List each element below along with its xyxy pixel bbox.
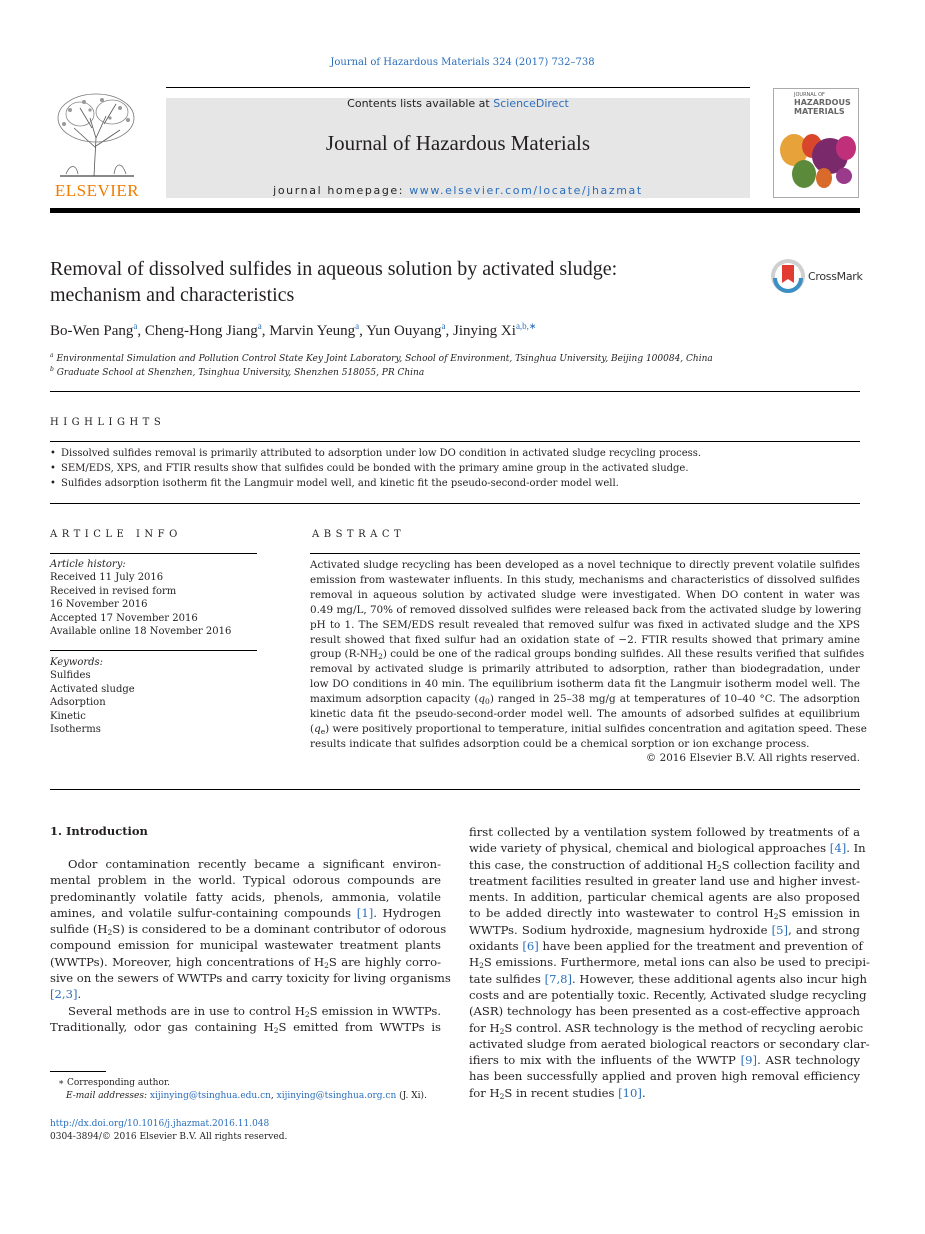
- body-line: costs and are potentially toxic. Recently, Activated sludge recycling: [469, 987, 867, 1002]
- body-line: amines, and volatile sulfur-containing compounds [1]. Hydrogen: [50, 905, 441, 920]
- article-info-rule: [50, 553, 257, 554]
- body-line: for $H_2S$ in recent studies [10].: [469, 1085, 646, 1101]
- abstract-line: maximum adsorption capacity $(q_0)$ ranged in 25–38 mg/g at temperatures of 10–40 °C. The adsorption: [310, 693, 860, 707]
- journal-title: Journal of Hazardous Materials: [325, 131, 591, 155]
- body-line: first collected by a ventilation system followed by treatments of a: [469, 825, 860, 839]
- affiliation-mark: a: [50, 352, 54, 359]
- abstract-line: results indicate that sulfides adsorption could be a chemical sorption or ion exchange process.: [310, 737, 810, 750]
- author-affiliation-mark[interactable]: a: [441, 321, 446, 331]
- journal-reference[interactable]: Journal of Hazardous Materials 324 (2017) 732–738: [330, 57, 595, 68]
- abstract-line: 0.49 mg/L, 70% of removed dissolved sulfides were released back from the activated sludge by lowering: [310, 603, 862, 616]
- body-line: $H_2S$ emissions. Furthermore, metal ions can also be used to precipi-: [469, 955, 870, 971]
- body-line: [2,3].: [50, 987, 82, 1002]
- journal-homepage: [166, 184, 750, 197]
- cover-subtitle: JOURNAL OF: [794, 92, 825, 98]
- author-4[interactable]: [366, 323, 445, 339]
- author-name: Bo-Wen Pang: [50, 323, 134, 339]
- abstract-line: kinetic data fit the pseudo-second-order model well. The amounts of adsorbed sulfides at equilibrium: [310, 708, 860, 721]
- body-line: oxidants [6] have been applied for the treatment and prevention of: [469, 939, 863, 954]
- author-affiliation-mark[interactable]: a: [355, 321, 360, 331]
- history-label: Article history:: [50, 559, 126, 570]
- body-line: wide variety of physical, chemical and biological approaches [4]. In: [469, 841, 866, 856]
- body-line: activated sludge from aerated biological reactors or secondary clar-: [469, 1036, 870, 1051]
- author-1[interactable]: [50, 323, 137, 339]
- author-2[interactable]: [145, 323, 262, 339]
- sciencedirect-link[interactable]: ScienceDirect: [493, 97, 569, 110]
- issn-copyright: 0304-3894/© 2016 Elsevier B.V. All rights reserved.: [50, 1132, 288, 1142]
- affiliation-a: [50, 352, 850, 364]
- author-3[interactable]: [269, 323, 359, 339]
- affiliation-text: Graduate School at Shenzhen, Tsinghua University, Shenzhen 518055, PR China: [56, 368, 425, 378]
- email-suffix: (J. Xi).: [396, 1091, 427, 1101]
- abstract-rule: [310, 553, 860, 554]
- elsevier-wordmark: ELSEVIER: [54, 181, 140, 200]
- email-link-1[interactable]: xijinying@tsinghua.edu.cn: [149, 1091, 271, 1101]
- introduction-right-column: [469, 824, 870, 1101]
- article-info-heading: ARTICLE INFO: [50, 529, 182, 540]
- keyword: Isotherms: [50, 724, 101, 736]
- author-name: Yun Ouyang: [366, 323, 442, 339]
- body-line: for $H_2S$ control. ASR technology is the method of recycling aerobic: [469, 1020, 864, 1036]
- highlight-item: • Dissolved sulfides removal is primarily attributed to adsorption under low DO condition in activated sludge recycling process.: [50, 446, 860, 461]
- section-rule: [50, 503, 860, 504]
- author-5[interactable]: [453, 323, 536, 339]
- masthead-thick-rule: [50, 208, 860, 213]
- corresponding-author-note: ∗ Corresponding author.: [58, 1078, 171, 1088]
- history-entry: 16 November 2016: [50, 599, 148, 611]
- email-label: E-mail addresses:: [66, 1091, 150, 1101]
- author-name: Marvin Yeung: [269, 323, 356, 339]
- body-line: (ASR) technology has been presented as a cost-effective approach: [469, 1004, 860, 1019]
- body-line: to be added directly into wastewater to control $H_2S$ emission in: [469, 906, 860, 922]
- body-line: Several methods are in use to control $H_2S$ emission in WWTPs.: [68, 1003, 441, 1019]
- article-title-line-2: mechanism and characteristics: [50, 284, 295, 306]
- highlights-heading: HIGHLIGHTS: [50, 417, 166, 428]
- body-line: Odor contamination recently became a significant environ-: [68, 857, 441, 871]
- email-separator: ,: [270, 1091, 277, 1101]
- abstract-line: group $(R-NH_2)$ could be one of the radical groups bonding sulfides. All these results verified that sulfides: [310, 648, 865, 662]
- history-entry: Accepted 17 November 2016: [50, 612, 198, 624]
- footnote-rule: [50, 1071, 106, 1072]
- history-entry: Available online 18 November 2016: [50, 626, 232, 638]
- body-line: treatment facilities resulted in greater land use and higher invest-: [469, 873, 860, 888]
- crossmark-icon: [770, 258, 806, 294]
- author-affiliation-mark[interactable]: a: [133, 321, 138, 331]
- abstract-line: removal in aqueous solution by activated sludge were investigated. When DO content in water was: [310, 588, 860, 601]
- highlight-item: • Sulfides adsorption isotherm fit the Langmuir model well, and kinetic fit the pseudo-second-order model well.: [50, 476, 860, 491]
- body-line: ments. In addition, particular chemical agents are also proposed: [469, 890, 860, 905]
- keywords-label: Keywords:: [50, 657, 104, 668]
- article-title-line-1: Removal of dissolved sulfides in aqueous solution by activated sludge:: [50, 258, 618, 280]
- body-line: tate sulfides [7,8]. However, these additional agents also incur high: [469, 971, 868, 986]
- corresponding-author-footnote: [50, 1077, 470, 1103]
- abstract-heading: ABSTRACT: [312, 529, 406, 540]
- introduction-left-column: [50, 856, 451, 1035]
- body-line: sive on the sewers of WWTPs and carry toxicity for living organisms: [50, 971, 451, 986]
- crossmark-label: CrossMark: [808, 270, 863, 283]
- author-list: Bo-Wen Pang$^a$, Cheng-Hong Jiang$^a$, Marvin Yeung$^a$, Yun Ouyang$^a$, Jinying $Xi^{a,b,∗}$: [50, 321, 537, 339]
- abstract-copyright: © 2016 Elsevier B.V. All rights reserved.: [645, 752, 860, 764]
- contents-prefix: Contents lists available at: [347, 97, 494, 110]
- abstract-line: emission from wastewater influents. In this study, mechanisms and characteristics of dissolved sulfides: [310, 573, 860, 586]
- body-line: predominantly volatile fatty acids, phenols, ammonia, volatile: [50, 889, 441, 904]
- section-rule: [50, 391, 860, 392]
- section-rule: [50, 789, 860, 790]
- affiliation-mark: b: [50, 366, 54, 373]
- keyword: Activated sludge: [50, 683, 135, 695]
- body-line: (WWTPs). Moreover, high concentrations of $H_2S$ are highly corro-: [50, 954, 441, 970]
- history-entry: Received in revised form: [50, 585, 177, 597]
- email-link-2[interactable]: xijinying@tsinghua.org.cn: [276, 1091, 397, 1101]
- keyword: Kinetic: [50, 710, 86, 722]
- keywords: [50, 656, 260, 736]
- keywords-rule: [50, 650, 257, 651]
- doi-link[interactable]: http://dx.doi.org/10.1016/j.jhazmat.2016.11.048: [50, 1119, 270, 1129]
- contents-line: [166, 97, 750, 110]
- author-name: Jinying Xi: [453, 323, 516, 339]
- keyword: Sulfides: [50, 670, 91, 682]
- abstract-line: removal by activated sludge is primarily attributed to adsorption, rather than biodegradation, under: [310, 663, 860, 676]
- body-line: ifiers to mix with the influents of the WWTP [9]. ASR technology: [469, 1053, 860, 1068]
- cover-title: HAZARDOUS MATERIALS: [794, 98, 851, 116]
- body-line: has been successfully applied and proven high removal efficiency: [469, 1069, 860, 1084]
- author-affiliation-mark[interactable]: a,b,∗: [515, 321, 537, 331]
- body-line: WWTPs. Sodium hydroxide, magnesium hydroxide [5], and strong: [469, 922, 860, 937]
- author-affiliation-mark[interactable]: a: [257, 321, 262, 331]
- journal-cover-thumbnail[interactable]: [773, 88, 859, 198]
- top-rule: [166, 87, 750, 88]
- abstract-line: low DO conditions in 40 min. The equilibrium isotherm data fit the Langmuir isotherm model well. The: [310, 678, 860, 691]
- affiliation-b: [50, 366, 850, 378]
- article-title: [50, 256, 750, 308]
- body-line: sulfide $(H_2S)$ is considered to be a dominant contributor of odorous: [50, 922, 447, 938]
- abstract-line: $(q_e)$ were positively proportional to temperature, initial sulfides concentration and agitation speed. These: [310, 722, 867, 736]
- author-name: Cheng-Hong Jiang: [144, 323, 258, 339]
- body-line: Traditionally, odor gas containing $H_2S$ emitted from WWTPs is: [50, 1019, 441, 1035]
- introduction-heading: 1. Introduction: [50, 824, 148, 838]
- body-line: mental problem in the world. Typical odorous compounds are: [50, 873, 441, 888]
- body-line: this case, the construction of additional $H_2S$ collection facility and: [469, 857, 860, 873]
- abstract-line: Activated sludge recycling has been developed as a novel technique to directly prevent volatile sulfides: [310, 559, 860, 571]
- crossmark-badge[interactable]: [770, 258, 862, 294]
- article-history: [50, 558, 260, 638]
- abstract-body: [310, 558, 867, 752]
- body-line: compound emission for municipal wastewater treatment plants: [50, 938, 441, 953]
- affiliation-text: Environmental Simulation and Pollution Control State Key Joint Laboratory, School of Environment, Tsinghua University, Beijing 100084, China: [56, 354, 713, 364]
- cover-artwork: [774, 120, 859, 198]
- history-entry: Received 11 July 2016: [50, 572, 164, 584]
- highlights-rule: [50, 441, 860, 442]
- highlights-list: [50, 446, 860, 491]
- abstract-line: result showed that fixed sulfur had an oxidation state of −2. FTIR results showed that primary amine: [310, 633, 860, 646]
- homepage-prefix: journal homepage:: [273, 184, 410, 197]
- highlight-item: • SEM/EDS, XPS, and FTIR results show that sulfides could be bonded with the primary amine group in the activated sludge.: [50, 461, 860, 476]
- homepage-link[interactable]: www.elsevier.com/locate/jhazmat: [409, 184, 643, 197]
- keyword: Adsorption: [50, 697, 106, 709]
- abstract-line: pH to 1. The SEM/EDS result revealed that removed sulfur was fixed in activated sludge and the XPS: [310, 618, 860, 631]
